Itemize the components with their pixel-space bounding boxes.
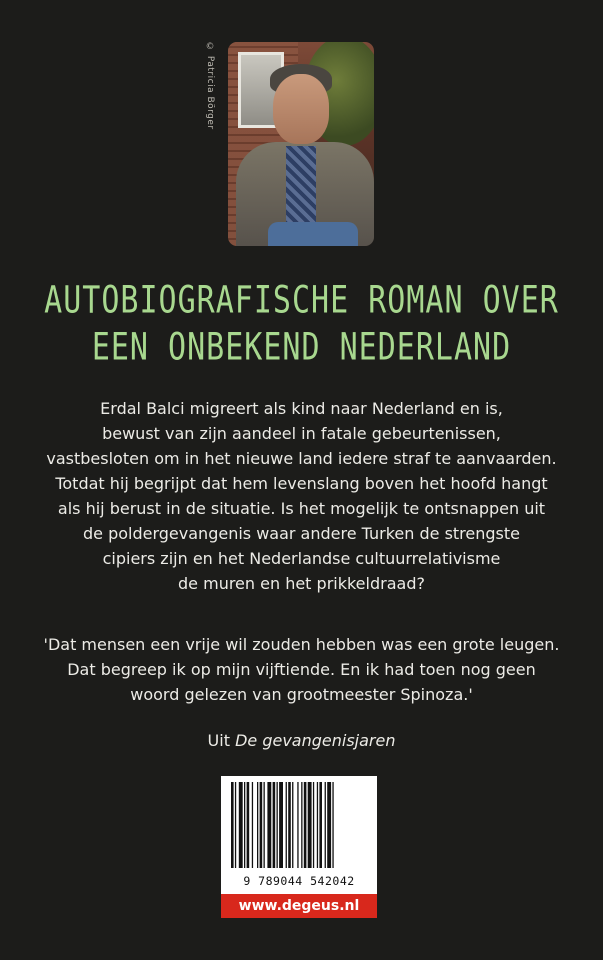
photo-face	[273, 74, 329, 144]
blurb-text	[30, 396, 573, 596]
barcode-bar	[277, 782, 278, 868]
blurb-line: Erdal Balci migreert als kind naar Nederland en is,	[100, 399, 503, 418]
barcode-bar	[279, 782, 283, 868]
quote-line: Dat begreep ik op mijn vijftiende. En ik had toen nog geen	[67, 660, 536, 679]
barcode-bar	[332, 782, 333, 868]
barcode-bar	[325, 782, 326, 868]
barcode-bar	[301, 782, 302, 868]
blurb-line: bewust van zijn aandeel in fatale gebeurtenissen,	[102, 424, 501, 443]
isbn-number: 9 789044 542042	[243, 874, 355, 888]
blurb-line: de muren en het prikkeldraad?	[178, 574, 425, 593]
headline-line-2: EEN ONBEKEND NEDERLAND	[91, 325, 512, 370]
blurb-line: cipiers zijn en het Nederlandse cultuurrelativisme	[102, 549, 501, 568]
photo-jeans	[268, 222, 358, 246]
barcode-bar	[267, 782, 271, 868]
photo-credit: © Patricia Börger	[205, 42, 215, 130]
quote-line: 'Dat mensen een vrije wil zouden hebben was een grote leugen.	[43, 635, 560, 654]
blurb-line: als hij berust in de situatie. Is het mogelijk te ontsnappen uit	[57, 499, 546, 518]
author-photo	[228, 42, 374, 246]
source-prefix: Uit	[207, 731, 230, 750]
barcode-bar	[260, 782, 263, 868]
quote-line: woord gelezen van grootmeester Spinoza.'	[130, 685, 473, 704]
blurb-line: Totdat hij begrijpt dat hem levenslang boven het hoofd hangt	[55, 474, 548, 493]
barcode-bar	[327, 782, 331, 868]
barcode-bar	[264, 782, 265, 868]
barcode-bar	[235, 782, 236, 868]
barcode-bar	[319, 782, 322, 868]
barcode-bar	[292, 782, 293, 868]
barcode-bar	[273, 782, 276, 868]
barcode-bar	[239, 782, 243, 868]
barcode-bar	[288, 782, 291, 868]
barcode	[221, 776, 377, 894]
barcode-bar	[286, 782, 287, 868]
barcode-bar	[308, 782, 312, 868]
blurb-line: de poldergevangenis waar andere Turken de strengste	[83, 524, 520, 543]
barcode-bar	[317, 782, 318, 868]
barcode-bar	[304, 782, 307, 868]
barcode-bar	[247, 782, 250, 868]
source-title: De gevangenisjaren	[235, 731, 396, 750]
barcode-bar	[231, 782, 234, 868]
barcode-bar	[252, 782, 253, 868]
barcode-bar	[244, 782, 245, 868]
photo-shirt	[286, 146, 316, 226]
quote-source	[0, 731, 603, 750]
headline-line-1: AUTOBIOGRAFISCHE ROMAN OVER	[44, 278, 559, 323]
publisher-website: www.degeus.nl	[221, 894, 377, 918]
blurb-line: vastbesloten om in het nieuwe land iedere straf te aanvaarden.	[46, 449, 557, 468]
barcode-bars	[231, 782, 367, 868]
barcode-bar	[313, 782, 314, 868]
barcode-bar	[257, 782, 258, 868]
barcode-bar	[297, 782, 298, 868]
quote-text	[30, 632, 573, 707]
